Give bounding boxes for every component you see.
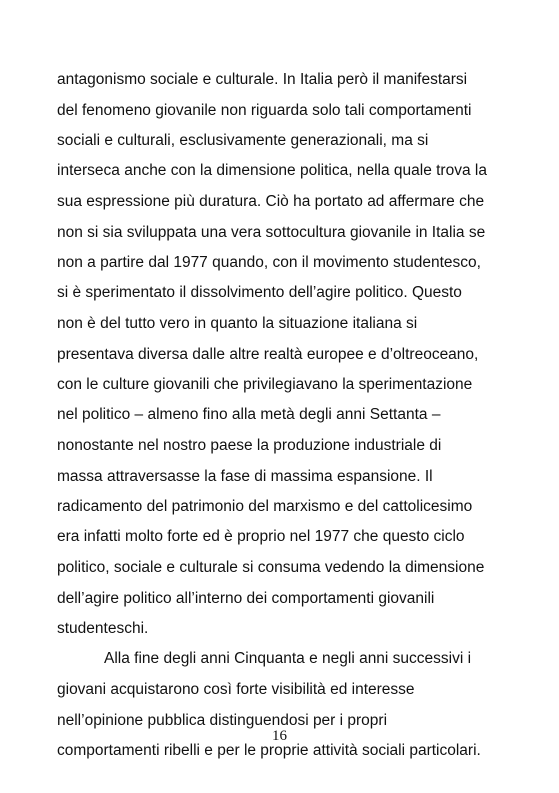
- paragraph-2-line-2: giovani acquistarono così forte visibilità ed interesse: [57, 681, 415, 698]
- paragraph-1-line-10: presentava diversa dalle altre realtà europee e d’oltreoceano,: [57, 346, 479, 363]
- paragraph-1-line-4: interseca anche con la dimensione politica, nella quale trova la: [57, 162, 487, 179]
- paragraph-1-line-6: non si sia sviluppata una vera sottocultura giovanile in Italia se: [57, 224, 486, 241]
- paragraph-1-line-9: non è del tutto vero in quanto la situazione italiana si: [57, 315, 418, 332]
- paragraph-2-line-1: Alla fine degli anni Cinquanta e negli anni successivi i: [104, 650, 472, 667]
- paragraph-1-line-15: radicamento del patrimonio del marxismo e del cattolicesimo: [57, 498, 473, 515]
- paragraph-1-line-14: massa attraversasse la fase di massima espansione. Il: [57, 468, 433, 485]
- paragraph-2-line-3: nell’opinione pubblica distinguendosi per i propri: [57, 712, 388, 729]
- paragraph-1-line-17: politico, sociale e culturale si consuma vedendo la dimensione: [57, 559, 485, 576]
- paragraph-1-line-11: con le culture giovanili che privilegiavano la sperimentazione: [57, 376, 473, 393]
- paragraph-1-line-16: era infatti molto forte ed è proprio nel 1977 che questo ciclo: [57, 528, 465, 545]
- paragraph-1-line-5: sua espressione più duratura. Ciò ha portato ad affermare che: [57, 193, 485, 210]
- paragraph-1-line-12: nel politico – almeno fino alla metà degli anni Settanta –: [57, 406, 441, 423]
- paragraph-1-line-2: del fenomeno giovanile non riguarda solo tali comportamenti: [57, 102, 472, 119]
- paragraph-1-line-19: studenteschi.: [57, 620, 149, 637]
- paragraph-1-line-1: antagonismo sociale e culturale. In Italia però il manifestarsi: [57, 71, 468, 88]
- page-number: 16: [272, 728, 287, 744]
- paragraph-1-line-13: nonostante nel nostro paese la produzione industriale di: [57, 437, 442, 454]
- paragraph-1-line-18: dell’agire politico all’interno dei comportamenti giovanili: [57, 590, 435, 607]
- paragraph-1-line-3: sociali e culturali, esclusivamente generazionali, ma si: [57, 132, 429, 149]
- paragraph-1-line-7: non a partire dal 1977 quando, con il movimento studentesco,: [57, 254, 481, 271]
- paragraph-2-line-4: comportamenti ribelli e per le proprie attività sociali particolari.: [57, 742, 481, 759]
- paragraph-1-line-8: si è sperimentato il dissolvimento dell’agire politico. Questo: [57, 284, 462, 301]
